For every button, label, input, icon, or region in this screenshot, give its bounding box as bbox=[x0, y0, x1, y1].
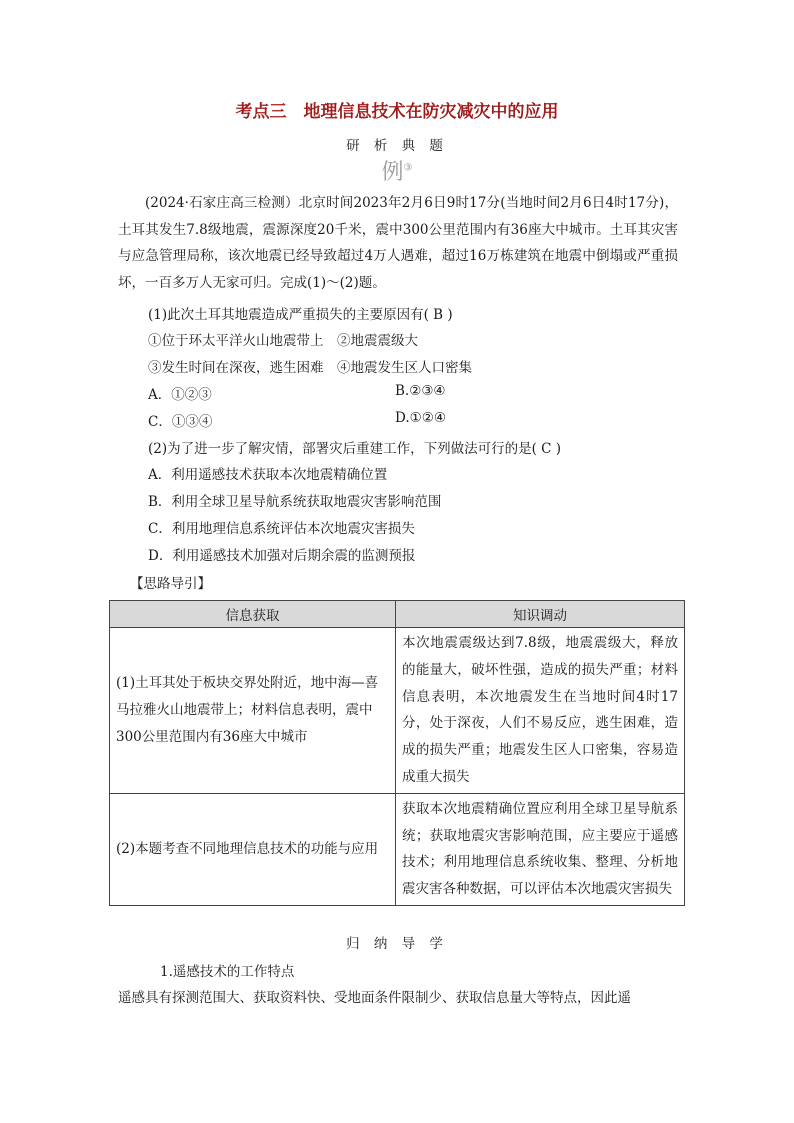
q1-stem: (1)此次土耳其地震造成严重损失的主要原因有( B ) bbox=[148, 307, 453, 323]
q1-option-b: B.②③④ bbox=[395, 383, 446, 399]
q1-statement-1: ①位于环太平洋火山地震带上 ②地震震级大 bbox=[148, 333, 418, 349]
analysis-table bbox=[109, 600, 685, 906]
table-cell: (1)土耳其处于板块交界处附近，地中海—喜马拉雅火山地震带上；材料信息表明，震中300公里范围内有36座大中城市 bbox=[110, 628, 396, 794]
q1-option-a: A．①②③ bbox=[148, 387, 212, 403]
table-header-info: 信息获取 bbox=[110, 601, 396, 628]
q2-option-c: C．利用地理信息系统评估本次地震灾害损失 bbox=[148, 521, 415, 537]
example-label bbox=[0, 155, 794, 186]
section-subheading: 研 析 典 题 bbox=[346, 138, 448, 154]
table-row bbox=[110, 793, 685, 905]
table-row bbox=[110, 628, 685, 794]
summary-text: 遥感具有探测范围大、获取资料快、受地面条件限制少、获取信息量大等特点，因此遥 bbox=[118, 990, 631, 1006]
q1-option-d: D.①②④ bbox=[395, 410, 446, 426]
q1-statement-2: ③发生时间在深夜，逃生困难 ④地震发生区人口密集 bbox=[148, 360, 472, 376]
example-number: ③ bbox=[403, 162, 413, 174]
q2-option-b: B．利用全球卫星导航系统获取地震灾害影响范围 bbox=[148, 494, 442, 510]
page-title: 考点三 地理信息技术在防灾减灾中的应用 bbox=[235, 102, 559, 122]
table-header-knowledge: 知识调动 bbox=[396, 601, 685, 628]
table-cell: 获取本次地震精确位置应利用全球卫星导航系统；获取地震灾害影响范围，应主要应于遥感技术；利用地理信息系统收集、整理、分析地震灾害各种数据，可以评估本次地震灾害损失 bbox=[396, 793, 685, 905]
q2-option-d: D．利用遥感技术加强对后期余震的监测预报 bbox=[148, 548, 416, 564]
guide-label: 【思路导引】 bbox=[130, 576, 211, 592]
q2-option-a: A．利用遥感技术获取本次地震精确位置 bbox=[148, 467, 388, 483]
table-cell: (2)本题考查不同地理信息技术的功能与应用 bbox=[110, 793, 396, 905]
example-label-text: 例 bbox=[381, 160, 404, 185]
table-header-row bbox=[110, 601, 685, 628]
summary-heading: 归 纳 导 学 bbox=[346, 936, 448, 952]
q1-option-c: C．①③④ bbox=[148, 414, 213, 430]
q2-stem: (2)为了进一步了解灾情，部署灾后重建工作，下列做法可行的是( C ) bbox=[148, 441, 562, 457]
table-cell: 本次地震震级达到7.8级，地震震级大，释放的能量大，破坏性强，造成的损失严重；材料信息表明，本次地震发生在当地时间4时17分，处于深夜，人们不易反应，逃生困难，造成的损失严重；地震发生区人口密集，容易造成重大损失 bbox=[396, 628, 685, 794]
summary-title: 1.遥感技术的工作特点 bbox=[160, 964, 295, 980]
intro-paragraph: (2024·石家庄高三检测）北京时间2023年2月6日9时17分(当地时间2月6日4时17分)，土耳其发生7.8级地震，震源深度20千米，震中300公里范围内有36座大中城市。土耳其灾害与应急管理局称，该次地震已经导致超过4万人遇难，超过16万栋建筑在地震中倒塌或严重损坏，一百多万人无家可归。完成(1)～(2)题。 bbox=[118, 195, 678, 291]
